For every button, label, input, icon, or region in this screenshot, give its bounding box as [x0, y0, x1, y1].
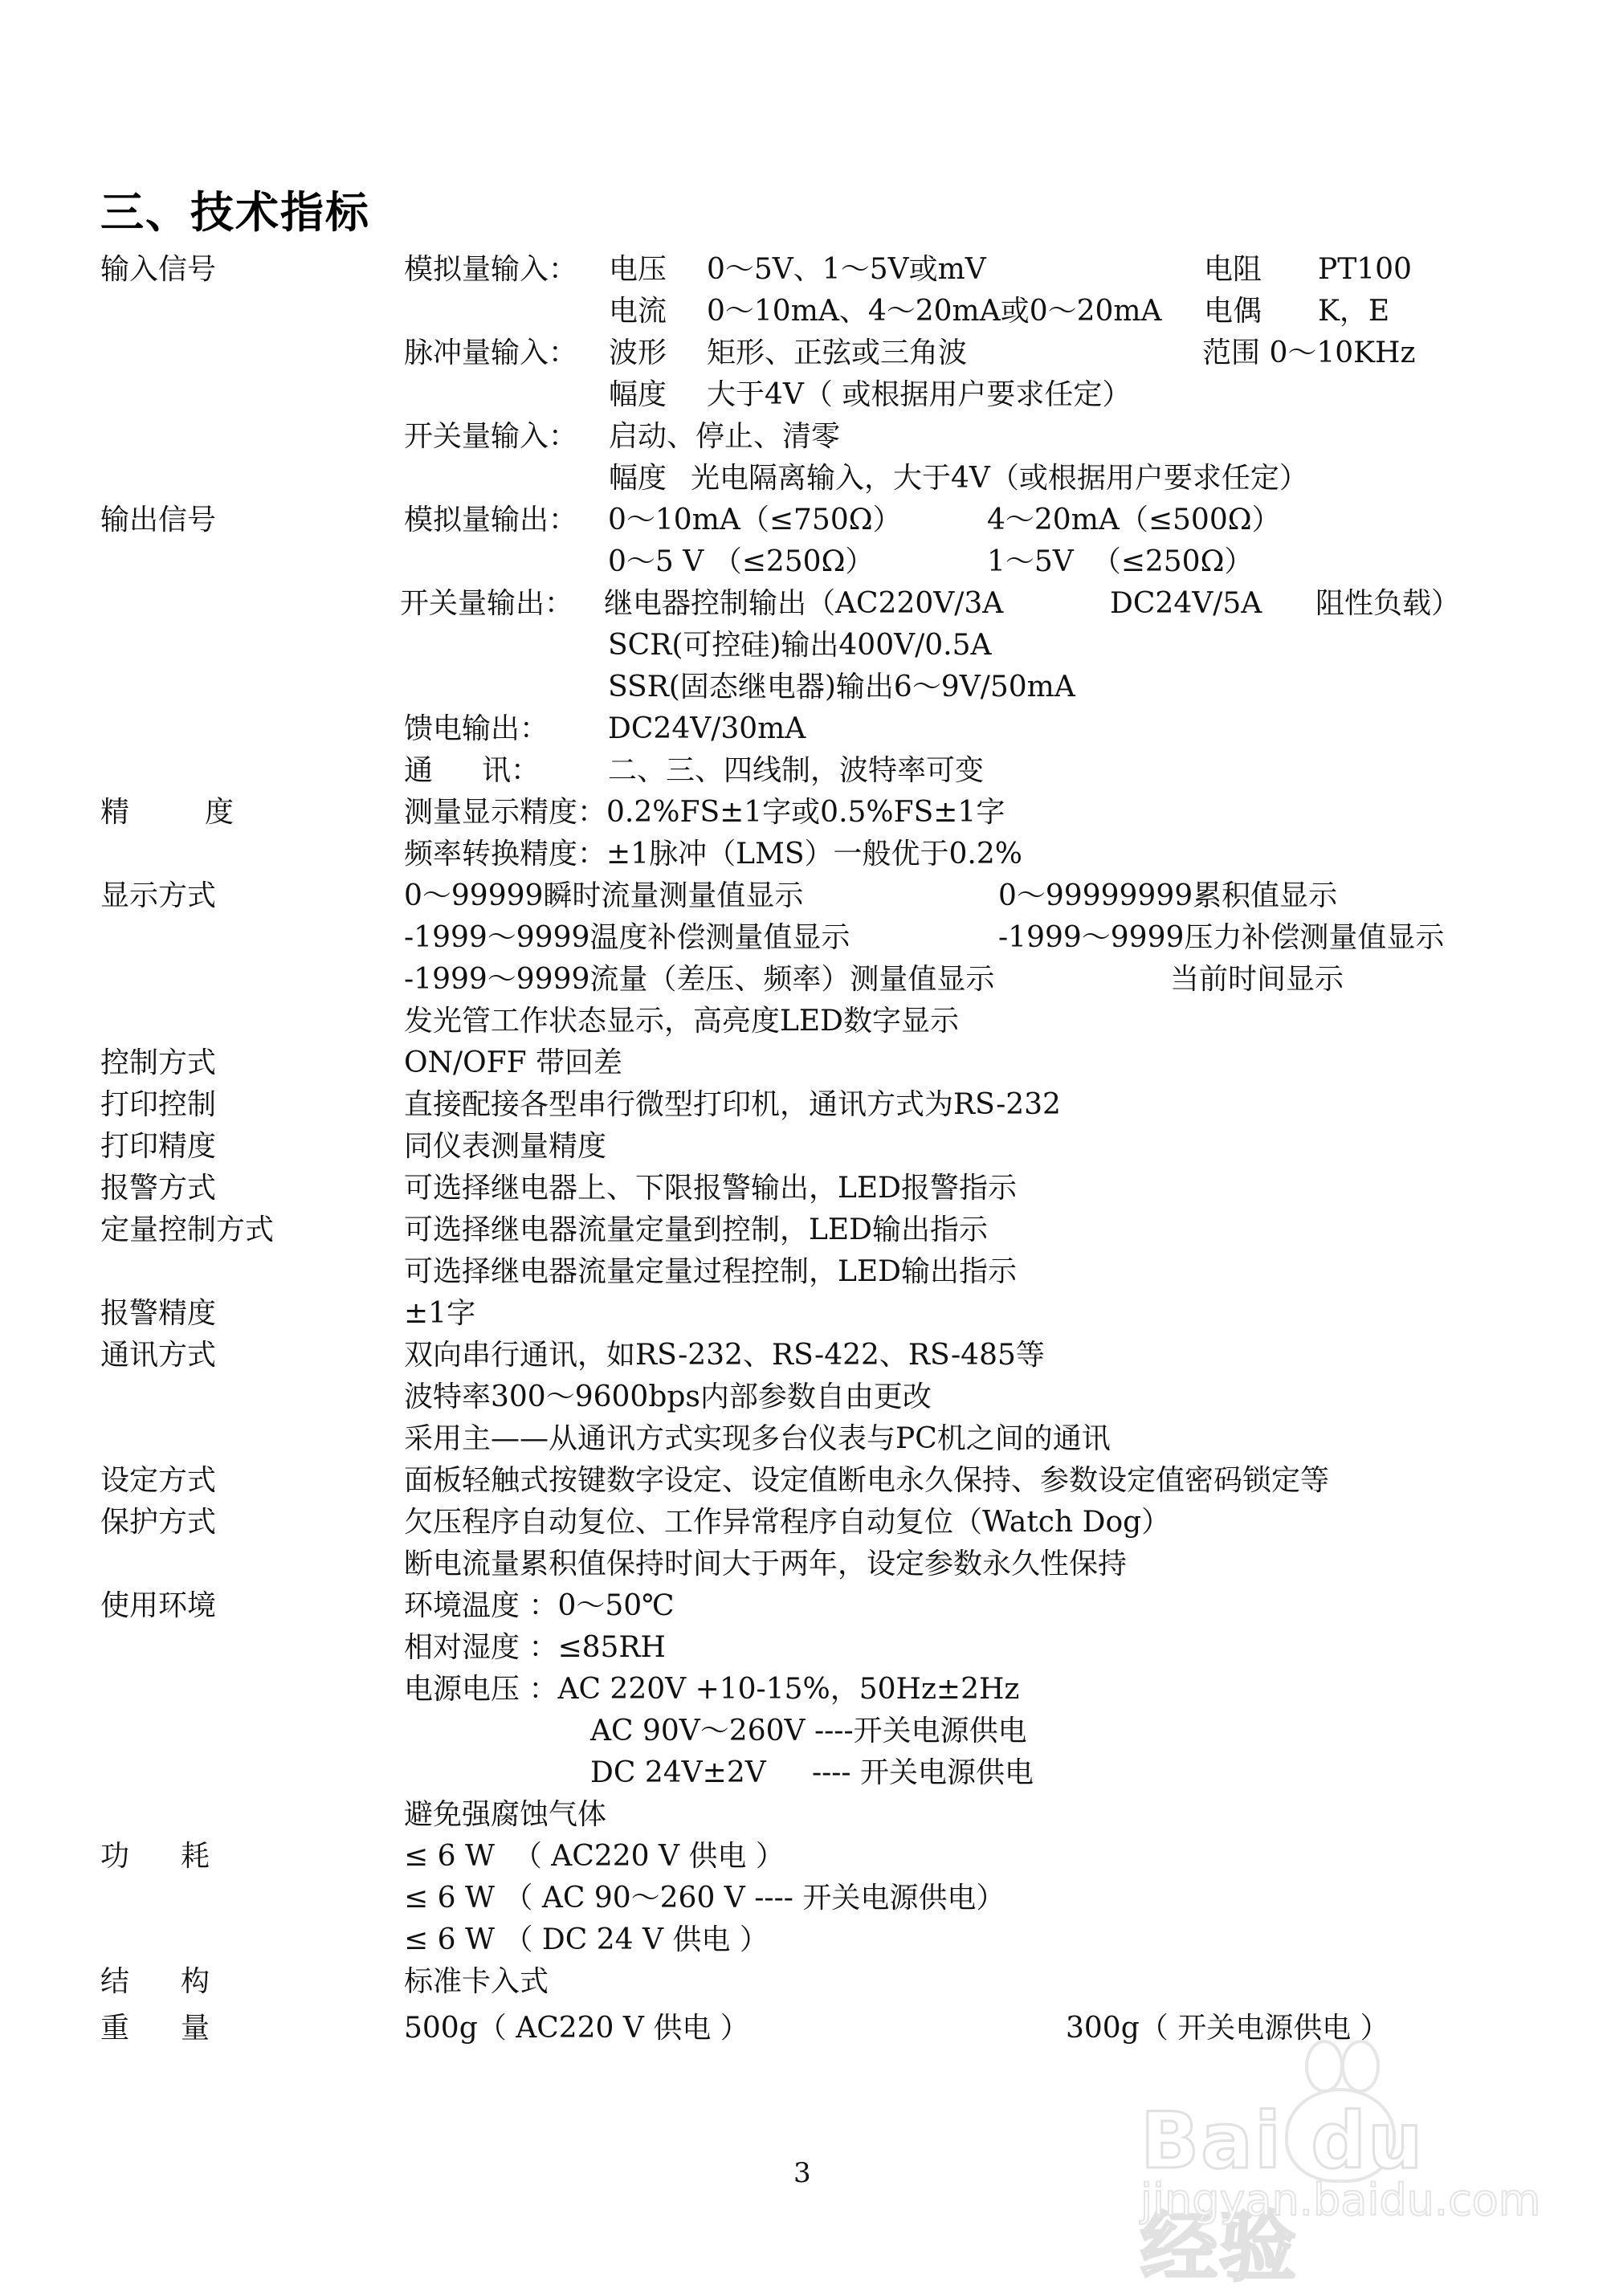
spec-value: 脉冲量输入：: [404, 336, 578, 369]
spec-row: [0, 1126, 1603, 1168]
spec-value: 双向串行通讯，如RS-232、RS-422、RS-485等: [404, 1339, 1045, 1372]
spec-row: [0, 750, 1603, 792]
spec-row: [0, 1502, 1603, 1544]
spec-row: [0, 1084, 1603, 1126]
spec-row: [0, 291, 1603, 332]
spec-value: 0～99999999累积值显示: [998, 879, 1338, 912]
spec-value: 矩形、正弦或三角波: [707, 336, 968, 369]
spec-value: 直接配接各型串行微型打印机，通讯方式为RS-232: [404, 1088, 1061, 1121]
spec-value: ±1字: [404, 1297, 476, 1330]
spec-value: 启动、停止、清零: [609, 420, 841, 453]
spec-value: 避免强腐蚀气体: [404, 1798, 607, 1831]
spec-value: 幅度: [609, 378, 667, 411]
spec-row: [0, 792, 1603, 834]
spec-value: -1999～9999温度补偿测量值显示: [404, 921, 850, 954]
spec-row: [0, 1878, 1603, 1919]
spec-label: 精: [100, 796, 130, 829]
spec-label: 设定方式: [100, 1464, 217, 1497]
spec-value: 讯：: [482, 754, 540, 787]
spec-label: 耗: [181, 1840, 210, 1873]
spec-value: SCR(可控硅)输出400V/0.5A: [608, 629, 992, 662]
spec-value: 可选择继电器流量定量过程控制，LED输出指示: [404, 1255, 1018, 1288]
spec-value: 二、三、四线制，波特率可变: [608, 754, 985, 787]
spec-value: 开关量输入：: [404, 420, 578, 453]
spec-row: [0, 583, 1603, 625]
spec-row: [0, 1627, 1603, 1669]
spec-row: [0, 374, 1603, 416]
spec-value: 波特率300～9600bps内部参数自由更改: [404, 1380, 932, 1413]
spec-value: 4～20mA（≤500Ω）: [987, 504, 1281, 536]
spec-value: 采用主——从通讯方式实现多台仪表与PC机之间的通讯: [404, 1422, 1111, 1455]
spec-label: 使用环境: [100, 1589, 217, 1622]
spec-row: [0, 1919, 1603, 1961]
spec-value: 幅度: [609, 462, 667, 495]
spec-value: DC 24V±2V ---- 开关电源供电: [590, 1756, 1034, 1789]
spec-value: 光电隔离输入，大于4V（或根据用户要求任定）: [691, 462, 1308, 495]
spec-label: 报警方式: [100, 1172, 217, 1205]
spec-row: [0, 1836, 1603, 1878]
spec-value: DC24V/30mA: [608, 712, 806, 745]
spec-value: DC24V/5A: [1110, 587, 1262, 620]
spec-value: -1999～9999压力补偿测量值显示: [998, 921, 1445, 954]
spec-value: 0～5V、1～5V或mV: [707, 253, 986, 286]
spec-row: [0, 1293, 1603, 1335]
watermark-brand: Bai du 经验: [1140, 2096, 1425, 2292]
spec-value: 欠压程序自动复位、工作异常程序自动复位（Watch Dog）: [404, 1506, 1171, 1539]
spec-value: 0～10mA（≤750Ω）: [608, 504, 902, 536]
spec-value: 通: [404, 754, 434, 787]
spec-label: 报警精度: [100, 1297, 217, 1330]
spec-value: 相对湿度 ：≤85RH: [404, 1631, 666, 1664]
spec-value: K，E: [1318, 295, 1390, 328]
spec-row: [0, 1042, 1603, 1084]
spec-value: 电源电压 ：AC 220V +10-15%，50Hz±2Hz: [404, 1673, 1020, 1706]
spec-value: 1～5V （≤250Ω）: [987, 545, 1254, 578]
spec-label: 重: [100, 2012, 130, 2045]
spec-value: 可选择继电器流量定量到控制，LED输出指示: [404, 1213, 989, 1246]
page-number: 3: [793, 2157, 811, 2189]
spec-value: 电偶: [1204, 295, 1262, 328]
spec-row: [0, 1711, 1603, 1752]
spec-label: 构: [181, 1965, 210, 1998]
spec-row: [0, 1251, 1603, 1293]
paw-icon: [1341, 2040, 1380, 2093]
spec-row: [0, 1669, 1603, 1711]
spec-row: [0, 1961, 1603, 2003]
spec-value: 模拟量输出：: [404, 504, 578, 536]
spec-value: ≤ 6 W （ AC 90～260 V ---- 开关电源供电）: [404, 1882, 1005, 1915]
spec-value: 电流: [609, 295, 667, 328]
spec-label: 功: [100, 1840, 130, 1873]
spec-value: 环境温度 ：0～50℃: [404, 1589, 675, 1622]
spec-row: [0, 1335, 1603, 1376]
spec-value: 0～99999瞬时流量测量值显示: [404, 879, 804, 912]
spec-label: 度: [205, 796, 235, 829]
spec-row: [0, 959, 1603, 1001]
spec-value: ON/OFF 带回差: [404, 1046, 623, 1079]
spec-value: 频率转换精度：±1脉冲（LMS）一般优于0.2%: [404, 838, 1022, 871]
spec-value: 0～5 V （≤250Ω）: [608, 545, 875, 578]
spec-label: 输入信号: [100, 253, 217, 286]
spec-row: [0, 708, 1603, 750]
spec-value: -1999～9999流量（差压、频率）测量值显示: [404, 963, 995, 996]
spec-row: [0, 1752, 1603, 1794]
spec-row: [0, 1460, 1603, 1502]
spec-row: [0, 1001, 1603, 1042]
section-title: 三、技术指标: [100, 187, 370, 238]
spec-row: [0, 875, 1603, 917]
spec-value: 当前时间显示: [1170, 963, 1344, 996]
baidu-jingyan-watermark: [1140, 2040, 1541, 2292]
watermark-url: jingyan.baidu.com: [1140, 2175, 1541, 2225]
spec-row: [0, 1168, 1603, 1209]
spec-value: SSR(固态继电器)输出6～9V/50mA: [608, 671, 1075, 703]
spec-value: 面板轻触式按键数字设定、设定值断电永久保持、参数设定值密码锁定等: [404, 1464, 1330, 1497]
spec-row: [0, 249, 1603, 291]
spec-value: 电阻: [1204, 253, 1262, 286]
spec-row: [0, 500, 1603, 541]
spec-value: 标准卡入式: [404, 1965, 549, 1998]
spec-value: ≤ 6 W （ AC220 V 供电 ）: [404, 1840, 785, 1873]
spec-label: 定量控制方式: [100, 1213, 275, 1246]
spec-label: 显示方式: [100, 879, 217, 912]
spec-value: 同仪表测量精度: [404, 1130, 607, 1163]
spec-row: [0, 332, 1603, 374]
spec-row: [0, 667, 1603, 708]
spec-row: [0, 1544, 1603, 1585]
spec-label: 结: [100, 1965, 130, 1998]
spec-row: [0, 1585, 1603, 1627]
spec-value: 测量显示精度：0.2%FS±1字或0.5%FS±1字: [404, 796, 1005, 829]
spec-value: 馈电输出：: [404, 712, 549, 745]
spec-label: 输出信号: [100, 504, 217, 536]
spec-row: [0, 917, 1603, 959]
spec-row: [0, 1794, 1603, 1836]
spec-row: [0, 416, 1603, 458]
spec-value: 波形: [609, 336, 667, 369]
spec-label: 通讯方式: [100, 1339, 217, 1372]
spec-row: [0, 458, 1603, 500]
spec-value: 可选择继电器上、下限报警输出，LED报警指示: [404, 1172, 1018, 1205]
spec-value: 阻性负载）: [1315, 587, 1461, 620]
spec-row: [0, 625, 1603, 667]
spec-row: [0, 1418, 1603, 1460]
spec-value: 开关量输出：: [400, 587, 574, 620]
spec-value: 300g（ 开关电源供电 ）: [1066, 2012, 1389, 2045]
spec-label: 打印精度: [100, 1130, 217, 1163]
spec-value: 继电器控制输出（AC220V/3A: [604, 587, 1004, 620]
spec-value: 0～10mA、4～20mA或0～20mA: [707, 295, 1162, 328]
spec-value: 电压: [609, 253, 667, 286]
spec-value: AC 90V～260V ----开关电源供电: [590, 1715, 1027, 1747]
spec-label: 打印控制: [100, 1088, 217, 1121]
paw-icon: [1305, 2040, 1344, 2093]
spec-row: [0, 834, 1603, 875]
spec-value: ≤ 6 W （ DC 24 V 供电 ）: [404, 1923, 769, 1956]
spec-value: 500g（ AC220 V 供电 ）: [404, 2012, 749, 2045]
spec-row: [0, 1376, 1603, 1418]
spec-value: PT100: [1318, 253, 1412, 286]
spec-value: 范围 0～10KHz: [1202, 336, 1416, 369]
spec-value: 断电流量累积值保持时间大于两年，设定参数永久性保持: [404, 1548, 1128, 1580]
spec-value: 大于4V（ 或根据用户要求任定）: [707, 378, 1132, 411]
spec-label: 量: [181, 2012, 210, 2045]
spec-value: 模拟量输入：: [404, 253, 578, 286]
spec-row: [0, 541, 1603, 583]
spec-value: 发光管工作状态显示，高亮度LED数字显示: [404, 1005, 960, 1038]
spec-label: 控制方式: [100, 1046, 217, 1079]
spec-row: [0, 1209, 1603, 1251]
spec-label: 保护方式: [100, 1506, 217, 1539]
